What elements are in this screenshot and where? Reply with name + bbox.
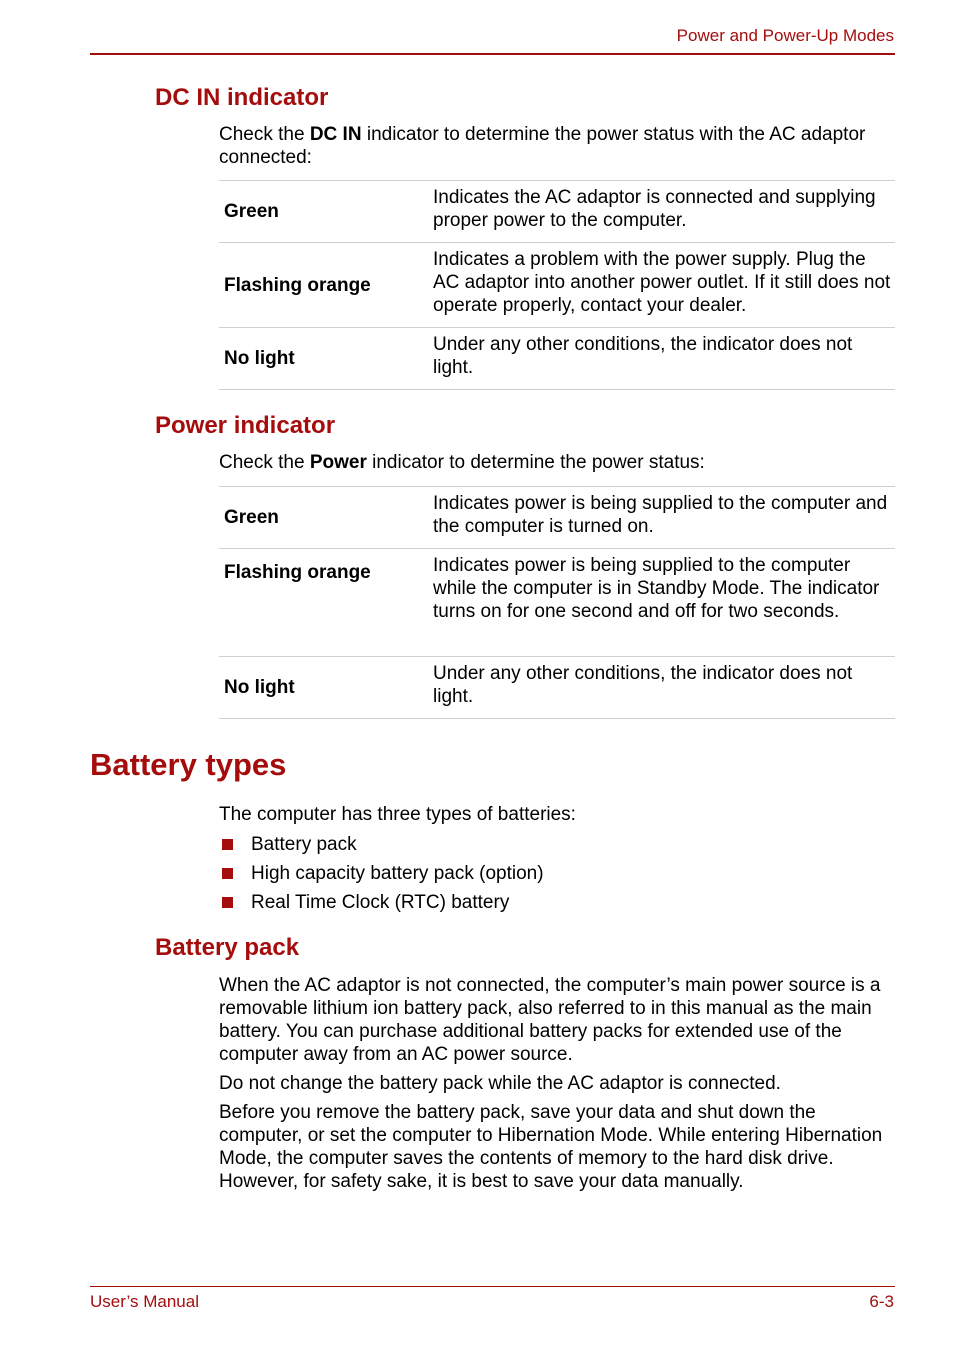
power-desc-green: Indicates power is being supplied to the computer and the computer is turned on. (429, 487, 895, 549)
power-heading: Power indicator (155, 412, 336, 439)
battery-pack-paragraph-3: Before you remove the battery pack, save your data and shut down the computer, or set the computer to Hibernation Mode. While entering Hibernation Mode, the computer saves the contents of memory to the hard disk drive. However, for safety sake, it is best to save your data manually. (219, 1102, 883, 1192)
list-item: High capacity battery pack (option) (219, 859, 544, 888)
chapter-title: Power and Power-Up Modes (676, 26, 894, 45)
dc-in-term-green: Green (219, 181, 429, 243)
table-row (219, 328, 895, 390)
dc-in-desc-green: Indicates the AC adaptor is connected and supplying proper power to the computer. (429, 181, 895, 243)
table-row (219, 243, 895, 328)
footer-manual-name: User’s Manual (90, 1292, 199, 1311)
table-row (219, 181, 895, 243)
power-term-nolight: No light (219, 657, 429, 719)
table-row (219, 657, 895, 719)
power-table (219, 486, 895, 719)
power-desc-flashing: Indicates power is being supplied to the computer while the computer is in Standby Mode. The indicator turns on for one second and off for two seconds. (429, 549, 895, 657)
table-row (219, 487, 895, 549)
battery-types-heading: Battery types (90, 747, 287, 782)
dc-in-heading: DC IN indicator (155, 84, 329, 111)
battery-types-list (219, 830, 544, 917)
dc-in-desc-flashing: Indicates a problem with the power supply. Plug the AC adaptor into another power outlet. If it still does not operate properly, contact your dealer. (429, 243, 895, 328)
dc-in-term-flashing: Flashing orange (219, 243, 429, 328)
battery-pack-paragraph-1: When the AC adaptor is not connected, the computer’s main power source is a removable lithium ion battery pack, also referred to in this manual as the main battery. You can purchase additional battery packs for extended use of the computer away from an AC power source. (219, 975, 881, 1065)
bullet-square-icon (222, 839, 233, 850)
dc-in-table (219, 180, 895, 390)
bullet-square-icon (222, 868, 233, 879)
footer-page-number: 6-3 (869, 1292, 894, 1311)
battery-pack-paragraph-2: Do not change the battery pack while the AC adaptor is connected. (219, 1073, 781, 1094)
dc-in-term-nolight: No light (219, 328, 429, 390)
battery-pack-heading: Battery pack (155, 934, 300, 961)
power-intro: Check the Power indicator to determine the power status: (219, 452, 705, 473)
dc-in-desc-nolight: Under any other conditions, the indicator does not light. (429, 328, 895, 390)
bullet-square-icon (222, 897, 233, 908)
power-term-flashing: Flashing orange (219, 549, 429, 657)
footer-rule (90, 1286, 895, 1287)
list-item: Real Time Clock (RTC) battery (219, 888, 544, 917)
header-rule (90, 53, 895, 55)
dc-in-intro: Check the DC IN indicator to determine the power status with the AC adaptor connected: (219, 124, 866, 168)
power-term-green: Green (219, 487, 429, 549)
table-row (219, 549, 895, 657)
battery-types-intro: The computer has three types of batteries: (219, 804, 576, 825)
power-desc-nolight: Under any other conditions, the indicator does not light. (429, 657, 895, 719)
list-item: Battery pack (219, 830, 544, 859)
